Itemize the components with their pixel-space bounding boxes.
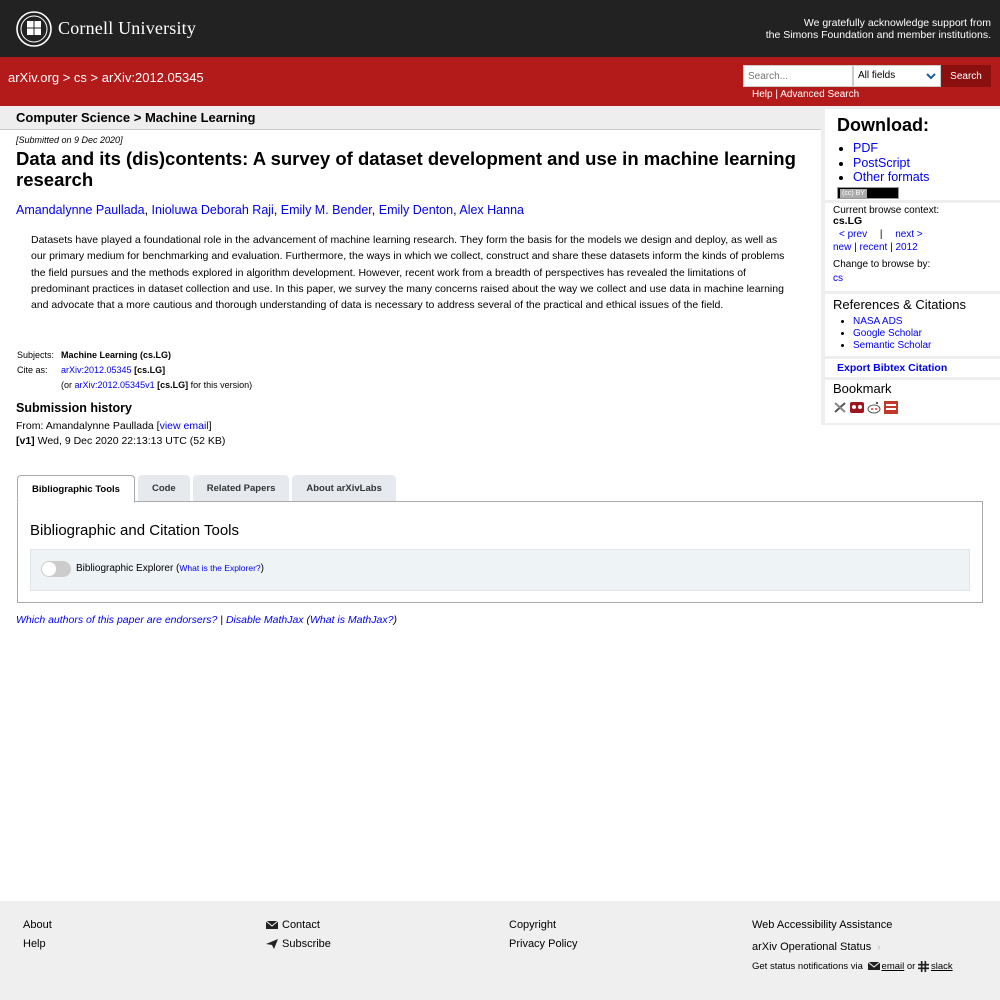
bibtex-box	[825, 359, 1000, 377]
paper-title: Data and its (dis)contents: A survey of dataset development and use in machine learning research	[16, 148, 796, 190]
cite-tag: [cs.LG]	[134, 365, 166, 375]
footer-privacy-link[interactable]: Privacy Policy	[509, 938, 578, 950]
author-link[interactable]: Amandalynne Paullada	[16, 203, 145, 217]
explorer-box	[30, 549, 970, 591]
link-divider: |	[879, 229, 883, 240]
search-links	[752, 89, 859, 100]
footer-column	[23, 916, 52, 954]
status-label: arXiv Operational Status	[752, 941, 872, 953]
link-divider: |	[890, 242, 893, 253]
browse-context-box	[825, 203, 1000, 291]
google-scholar-link[interactable]: Google Scholar	[853, 328, 922, 339]
view-email-link[interactable]: view email	[159, 420, 209, 432]
reference-item	[853, 328, 931, 340]
notify-prefix: Get status notifications via	[752, 961, 863, 972]
red-nav-bar	[0, 57, 1000, 106]
context-value: cs.LG	[833, 215, 863, 227]
link-divider: |	[854, 242, 857, 253]
advanced-search-link[interactable]: Advanced Search	[780, 89, 860, 100]
download-item	[853, 170, 929, 185]
footer-column	[266, 916, 331, 954]
new-link[interactable]: new	[833, 242, 852, 253]
version-row	[17, 378, 256, 393]
license-badge-text: (cc) BY	[842, 189, 865, 197]
history-from: From: Amandalynne Paullada [view email]	[16, 420, 212, 432]
subject-heading: Computer Science > Machine Learning	[16, 110, 256, 125]
mendeley-icon[interactable]	[850, 401, 864, 414]
breadcrumb	[8, 70, 204, 85]
breadcrumb-cs[interactable]: cs	[73, 70, 87, 85]
panel-title: Bibliographic and Citation Tools	[30, 522, 240, 539]
breadcrumb-arxiv[interactable]: arXiv.org	[8, 70, 60, 85]
export-bibtex-link[interactable]: Export Bibtex Citation	[837, 362, 948, 374]
footer-status-link[interactable]	[752, 938, 953, 957]
subscribe-label: Subscribe	[282, 938, 331, 950]
bookmark-box	[825, 380, 1000, 423]
download-box	[825, 109, 1000, 200]
version-value	[61, 378, 256, 393]
semantic-scholar-link[interactable]: Semantic Scholar	[853, 340, 932, 351]
subjects-row	[17, 348, 256, 363]
cornell-wordmark: Cornell University	[58, 18, 197, 38]
download-title: Download:	[837, 115, 929, 135]
envelope-icon	[868, 961, 880, 971]
reddit-icon[interactable]	[867, 401, 881, 414]
pdf-link[interactable]: PDF	[853, 141, 878, 155]
endorsers-link[interactable]: Which authors of this paper are endorsers?	[16, 614, 218, 626]
version-tag: [cs.LG]	[157, 380, 189, 390]
footer	[0, 901, 1000, 1000]
prev-link[interactable]: < prev	[839, 229, 868, 240]
notify-or: or	[906, 961, 916, 972]
version-id-link[interactable]: arXiv:2012.05345v1	[74, 380, 155, 390]
cc-license-badge[interactable]	[837, 187, 899, 199]
mathjax-help-link[interactable]: What is MathJax?	[309, 614, 394, 626]
bookmark-title: Bookmark	[833, 381, 892, 396]
contact-label: Contact	[282, 919, 320, 931]
submitted-date: [Submitted on 9 Dec 2020]	[16, 135, 123, 145]
footer-column	[509, 916, 577, 954]
disable-mathjax-link[interactable]: Disable MathJax	[225, 614, 304, 626]
support-acknowledgement	[766, 17, 991, 41]
new-recent-nav	[833, 242, 918, 253]
cite-label: Cite as:	[17, 365, 48, 375]
reference-item	[853, 316, 931, 328]
paper-plane-icon	[266, 939, 278, 949]
next-link[interactable]: next >	[895, 229, 923, 240]
history-version-date: Wed, 9 Dec 2020 22:13:13 UTC (52 KB)	[37, 435, 226, 447]
references-title: References & Citations	[833, 297, 966, 312]
chevron-down-icon	[925, 70, 937, 82]
search-field-value: All fields	[858, 70, 896, 81]
sidebar	[821, 106, 1000, 425]
support-line-1: We gratefully acknowledge support from	[803, 17, 991, 29]
cornell-logo[interactable]	[16, 10, 196, 47]
submission-history-title: Submission history	[16, 401, 132, 415]
footer-contact-link[interactable]	[266, 916, 331, 935]
slack-icon	[918, 961, 929, 972]
tab-bibliographic-tools[interactable]: Bibliographic Tools	[17, 475, 135, 503]
references-list	[853, 316, 931, 352]
link-divider: |	[775, 89, 778, 100]
tab-panel	[17, 501, 983, 603]
download-list	[853, 141, 929, 185]
bibsonomy-icon[interactable]	[833, 401, 847, 414]
tab-related-papers[interactable]: Related Papers	[193, 475, 290, 502]
cornell-seal-icon	[16, 11, 52, 47]
search-input[interactable]	[743, 65, 853, 87]
envelope-icon	[266, 920, 278, 930]
references-box	[825, 294, 1000, 356]
download-item	[853, 141, 929, 156]
sciencewise-icon[interactable]	[884, 401, 898, 414]
nasa-ads-link[interactable]: NASA ADS	[853, 316, 903, 327]
footer-about-link[interactable]: About	[23, 919, 52, 931]
link-divider: |	[220, 614, 224, 626]
subject-header	[0, 106, 821, 130]
author-link[interactable]: Inioluwa Deborah Raji	[151, 203, 274, 217]
tab-code[interactable]: Code	[138, 475, 190, 502]
notify-email-link[interactable]: email	[881, 961, 905, 972]
notify-slack-link[interactable]: slack	[930, 961, 953, 972]
abstract: Datasets have played a foundational role in the advancement of machine learning research. They form the basis for the models we design and deploy, as well as our primary medium for benchmarking and evaluation. Furthermore, the ways in which we collect, construct and share these datasets inform the kinds of problems the field pursues and the methods explored in algorithm development. However, recent work from a breadth of perspectives has revealed the limitations of predominant practices in dataset collection and use. In this paper, we survey the many concerns raised about the way we collect and use data in machine learning and advocate that a more cautious and thorough understanding of data is necessary to address several of the practical and ethical issues of the field.	[31, 234, 785, 312]
explorer-help-link[interactable]: What is the Explorer?	[179, 563, 261, 573]
browse-cs-link[interactable]: cs	[833, 273, 843, 284]
breadcrumb-separator: >	[62, 70, 71, 85]
explorer-label: Bibliographic Explorer (What is the Explorer?)	[76, 563, 264, 574]
footer-copyright-link[interactable]: Copyright	[509, 919, 557, 931]
reference-item	[853, 340, 931, 352]
author-link[interactable]: Emily Denton	[378, 203, 454, 217]
top-header	[0, 0, 1000, 57]
toggle-knob	[42, 562, 56, 576]
history-from-label: From: Amandalynne Paullada	[16, 420, 154, 432]
recent-link[interactable]: recent	[859, 242, 888, 253]
search-button[interactable]: Search	[941, 65, 991, 87]
other-formats-link[interactable]: Other formats	[853, 170, 930, 184]
subjects-primary: Machine Learning (cs.LG)	[61, 350, 172, 360]
breadcrumb-paper-id[interactable]: arXiv:2012.05345	[101, 70, 204, 85]
submission-history	[16, 419, 225, 449]
bookmark-icons	[833, 401, 898, 414]
download-item	[853, 156, 929, 171]
footer-column	[752, 916, 953, 976]
author-list: Amandalynne Paullada, Inioluwa Deborah Raji, Emily M. Bender, Emily Denton, Alex Hanna	[16, 203, 524, 217]
support-line-2: the Simons Foundation and member institutions.	[765, 29, 991, 41]
cite-id-link[interactable]: arXiv:2012.05345	[61, 365, 132, 375]
footer-help-link[interactable]: Help	[23, 938, 46, 950]
tab-about-arxivlabs[interactable]: About arXivLabs	[292, 475, 396, 502]
context-label: Current browse context:	[833, 205, 940, 216]
subjects-value	[61, 348, 256, 363]
search-field-select[interactable]	[853, 65, 941, 87]
prev-next-nav	[839, 229, 923, 240]
history-version	[16, 434, 225, 449]
footer-accessibility-link[interactable]: Web Accessibility Assistance	[752, 919, 893, 931]
chevron-right-icon: ›	[877, 942, 881, 953]
metadata-table	[17, 348, 256, 393]
history-version-label: [v1]	[16, 435, 35, 447]
author-link[interactable]: Emily M. Bender	[280, 203, 372, 217]
change-browse-label: Change to browse by:	[833, 259, 931, 270]
version-suffix: for this version)	[190, 380, 253, 390]
help-link[interactable]: Help	[752, 89, 773, 100]
status-notifications	[752, 957, 953, 976]
postscript-link[interactable]: PostScript	[853, 155, 910, 170]
author-link[interactable]: Alex Hanna	[459, 203, 524, 217]
endorsers-line: Which authors of this paper are endorsers? | Disable MathJax (What is MathJax?)	[16, 614, 397, 626]
year-link[interactable]: 2012	[895, 242, 918, 253]
breadcrumb-separator: >	[90, 70, 99, 85]
explorer-toggle[interactable]	[41, 561, 71, 577]
version-prefix: (or	[61, 380, 72, 390]
labs-tabs	[17, 475, 396, 502]
explorer-label-text: Bibliographic Explorer	[76, 563, 174, 574]
footer-subscribe-link[interactable]	[266, 935, 331, 954]
cite-value	[61, 363, 256, 378]
cite-row	[17, 363, 256, 378]
subjects-label: Subjects:	[17, 350, 55, 360]
